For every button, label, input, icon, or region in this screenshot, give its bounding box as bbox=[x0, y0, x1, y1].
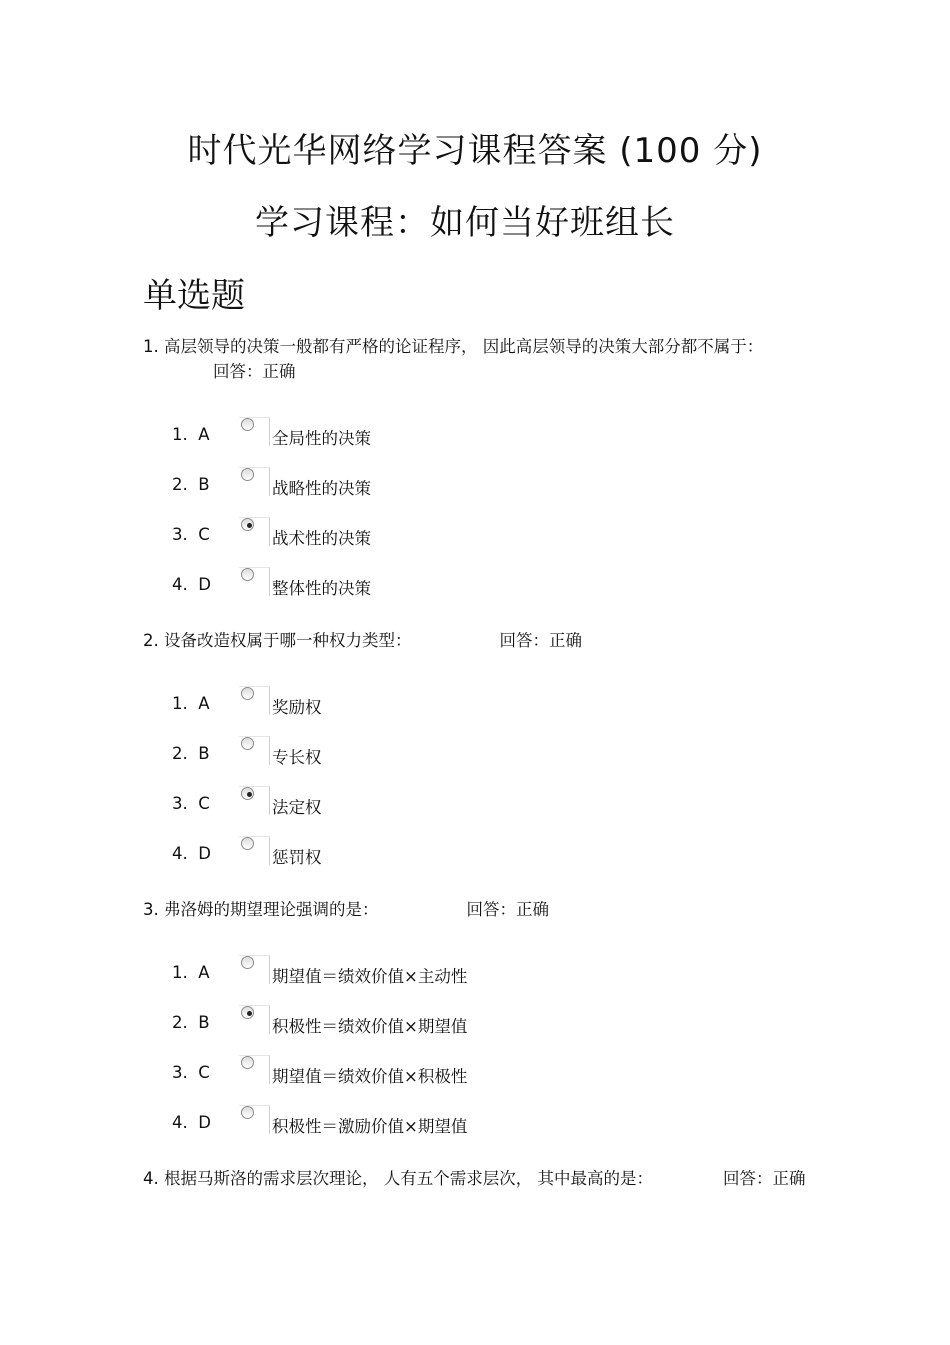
option-index-letter: 4. D bbox=[172, 575, 211, 594]
option-text: 奖励权 bbox=[272, 698, 322, 717]
answer-value: 正确 bbox=[772, 1169, 806, 1188]
radio-button[interactable] bbox=[239, 567, 269, 595]
option-index-letter: 2. B bbox=[172, 475, 210, 494]
question-text: 根据马斯洛的需求层次理论， 人有五个需求层次， 其中最高的是： bbox=[164, 1169, 653, 1188]
option-text: 积极性＝绩效价值×期望值 bbox=[272, 1017, 468, 1036]
question-2 bbox=[143, 628, 823, 653]
radio-button[interactable] bbox=[239, 467, 269, 495]
option-text: 期望值＝绩效价值×主动性 bbox=[272, 967, 468, 986]
radio-button[interactable] bbox=[239, 736, 269, 764]
option-text: 积极性＝激励价值×期望值 bbox=[272, 1117, 468, 1136]
answer-label: 回答： bbox=[213, 362, 263, 381]
option-text: 全局性的决策 bbox=[272, 429, 371, 448]
option-text: 惩罚权 bbox=[272, 848, 322, 867]
answer-value: 正确 bbox=[516, 900, 549, 919]
option-index-letter: 1. A bbox=[172, 425, 210, 444]
page-subtitle: 学习课程：如何当好班组长 bbox=[255, 203, 675, 243]
option-index-letter: 1. A bbox=[172, 963, 210, 982]
radio-button[interactable] bbox=[239, 955, 269, 983]
page-title: 时代光华网络学习课程答案 (100 分) bbox=[187, 131, 763, 171]
question-1 bbox=[143, 334, 823, 384]
answer-value: 正确 bbox=[262, 362, 296, 381]
question-number: 4. bbox=[143, 1169, 159, 1188]
answer-label: 回答： bbox=[723, 1169, 773, 1188]
option-text: 法定权 bbox=[272, 798, 322, 817]
option-text: 专长权 bbox=[272, 748, 322, 767]
option-text: 期望值＝绩效价值×积极性 bbox=[272, 1067, 468, 1086]
answer-value: 正确 bbox=[549, 631, 582, 650]
question-3 bbox=[143, 897, 823, 922]
answer-label: 回答： bbox=[499, 631, 549, 650]
radio-button[interactable] bbox=[239, 1005, 269, 1033]
radio-button[interactable] bbox=[239, 786, 269, 814]
section-heading: 单选题 bbox=[143, 276, 245, 316]
option-text: 整体性的决策 bbox=[272, 579, 371, 598]
question-number: 1. bbox=[143, 337, 159, 356]
question-text: 设备改造权属于哪一种权力类型： bbox=[164, 631, 412, 650]
question-text: 高层领导的决策一般都有严格的论证程序， 因此高层领导的决策大部分都不属于： bbox=[164, 337, 764, 356]
option-index-letter: 3. C bbox=[172, 794, 210, 813]
radio-button[interactable] bbox=[239, 1105, 269, 1133]
option-index-letter: 4. D bbox=[172, 1113, 211, 1132]
option-index-letter: 2. B bbox=[172, 1013, 210, 1032]
option-index-letter: 3. C bbox=[172, 525, 210, 544]
radio-button[interactable] bbox=[239, 686, 269, 714]
option-index-letter: 3. C bbox=[172, 1063, 210, 1082]
radio-button[interactable] bbox=[239, 517, 269, 545]
option-index-letter: 1. A bbox=[172, 694, 210, 713]
option-text: 战略性的决策 bbox=[272, 479, 371, 498]
radio-button[interactable] bbox=[239, 836, 269, 864]
radio-button[interactable] bbox=[239, 1055, 269, 1083]
option-text: 战术性的决策 bbox=[272, 529, 371, 548]
question-number: 3. bbox=[143, 900, 159, 919]
answer-label: 回答： bbox=[466, 900, 516, 919]
option-index-letter: 2. B bbox=[172, 744, 210, 763]
option-index-letter: 4. D bbox=[172, 844, 211, 863]
question-4 bbox=[143, 1166, 823, 1191]
question-text: 弗洛姆的期望理论强调的是： bbox=[164, 900, 379, 919]
radio-button[interactable] bbox=[239, 417, 269, 445]
question-number: 2. bbox=[143, 631, 159, 650]
